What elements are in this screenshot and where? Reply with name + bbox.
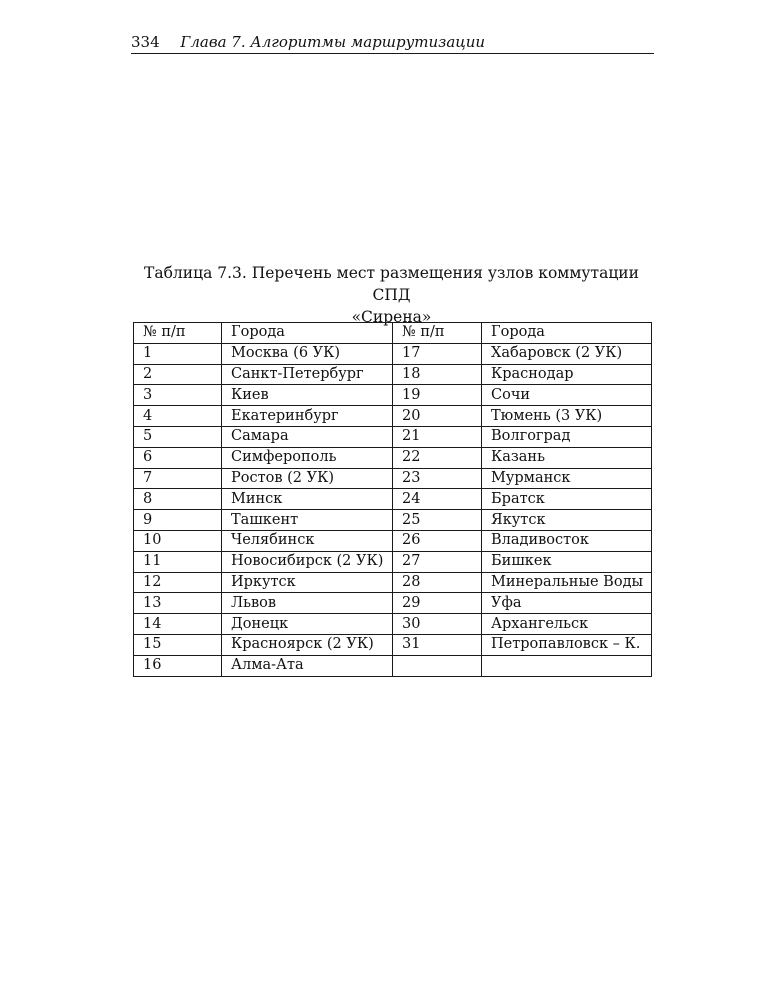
row-number-cell: 27: [393, 551, 482, 572]
column-header-city-2: Города: [482, 323, 652, 344]
city-cell: Львов: [222, 593, 393, 614]
row-number-cell: 13: [134, 593, 222, 614]
city-cell: Ташкент: [222, 510, 393, 531]
city-cell: Казань: [482, 447, 652, 468]
city-cell: Санкт-Петербург: [222, 364, 393, 385]
row-number-cell: 12: [134, 572, 222, 593]
city-cell: Челябинск: [222, 530, 393, 551]
row-number-cell: 24: [393, 489, 482, 510]
city-cell: Бишкек: [482, 551, 652, 572]
cities-table: [133, 322, 652, 677]
city-cell: Мурманск: [482, 468, 652, 489]
row-number-cell: 9: [134, 510, 222, 531]
row-number-cell: 26: [393, 530, 482, 551]
table-caption: [131, 262, 652, 328]
table-row: [134, 447, 652, 468]
city-cell: Сочи: [482, 385, 652, 406]
row-number-cell: 20: [393, 406, 482, 427]
city-cell: Уфа: [482, 593, 652, 614]
city-cell: Хабаровск (2 УК): [482, 343, 652, 364]
city-cell: Петропавловск – К.: [482, 634, 652, 655]
row-number-cell: 29: [393, 593, 482, 614]
city-cell: Москва (6 УК): [222, 343, 393, 364]
city-cell: Архангельск: [482, 614, 652, 635]
table-row: [134, 426, 652, 447]
row-number-cell: 25: [393, 510, 482, 531]
row-number-cell: 3: [134, 385, 222, 406]
city-cell: Самара: [222, 426, 393, 447]
city-cell: Алма-Ата: [222, 655, 393, 676]
table-row: [134, 530, 652, 551]
caption-line-1: Таблица 7.3. Перечень мест размещения узлов коммутации СПД: [144, 264, 639, 304]
row-number-cell: 21: [393, 426, 482, 447]
table-header-row: [134, 323, 652, 344]
row-number-cell: 7: [134, 468, 222, 489]
city-cell: Владивосток: [482, 530, 652, 551]
city-cell: Краснодар: [482, 364, 652, 385]
row-number-cell: 6: [134, 447, 222, 468]
table-row: [134, 655, 652, 676]
city-cell: Новосибирск (2 УК): [222, 551, 393, 572]
table-body: [134, 343, 652, 676]
table-row: [134, 634, 652, 655]
row-number-cell: 16: [134, 655, 222, 676]
row-number-cell: 23: [393, 468, 482, 489]
row-number-cell: 8: [134, 489, 222, 510]
table-row: [134, 343, 652, 364]
caption-line-2: «Сирена»: [351, 308, 432, 326]
row-number-cell: [393, 655, 482, 676]
row-number-cell: 5: [134, 426, 222, 447]
table-row: [134, 364, 652, 385]
column-header-number-1: № п/п: [134, 323, 222, 344]
table-row: [134, 572, 652, 593]
page-number: 334: [131, 33, 160, 51]
row-number-cell: 31: [393, 634, 482, 655]
city-cell: Якутск: [482, 510, 652, 531]
row-number-cell: 18: [393, 364, 482, 385]
city-cell: Иркутск: [222, 572, 393, 593]
row-number-cell: 11: [134, 551, 222, 572]
column-header-city-1: Города: [222, 323, 393, 344]
city-cell: Минеральные Воды: [482, 572, 652, 593]
row-number-cell: 1: [134, 343, 222, 364]
table-row: [134, 510, 652, 531]
table-row: [134, 489, 652, 510]
table-row: [134, 614, 652, 635]
city-cell: Минск: [222, 489, 393, 510]
table-row: [134, 551, 652, 572]
city-cell: Тюмень (3 УК): [482, 406, 652, 427]
running-head: Глава 7. Алгоритмы маршрутизации: [180, 33, 486, 51]
row-number-cell: 30: [393, 614, 482, 635]
city-cell: Братск: [482, 489, 652, 510]
city-cell: [482, 655, 652, 676]
table-row: [134, 468, 652, 489]
row-number-cell: 17: [393, 343, 482, 364]
table-row: [134, 593, 652, 614]
column-header-number-2: № п/п: [393, 323, 482, 344]
row-number-cell: 28: [393, 572, 482, 593]
city-cell: Красноярск (2 УК): [222, 634, 393, 655]
row-number-cell: 19: [393, 385, 482, 406]
city-cell: Донецк: [222, 614, 393, 635]
table-row: [134, 406, 652, 427]
row-number-cell: 15: [134, 634, 222, 655]
city-cell: Киев: [222, 385, 393, 406]
row-number-cell: 4: [134, 406, 222, 427]
city-cell: Симферополь: [222, 447, 393, 468]
city-cell: Екатеринбург: [222, 406, 393, 427]
page-header: [131, 33, 654, 54]
row-number-cell: 10: [134, 530, 222, 551]
row-number-cell: 2: [134, 364, 222, 385]
row-number-cell: 14: [134, 614, 222, 635]
table-row: [134, 385, 652, 406]
city-cell: Ростов (2 УК): [222, 468, 393, 489]
row-number-cell: 22: [393, 447, 482, 468]
city-cell: Волгоград: [482, 426, 652, 447]
